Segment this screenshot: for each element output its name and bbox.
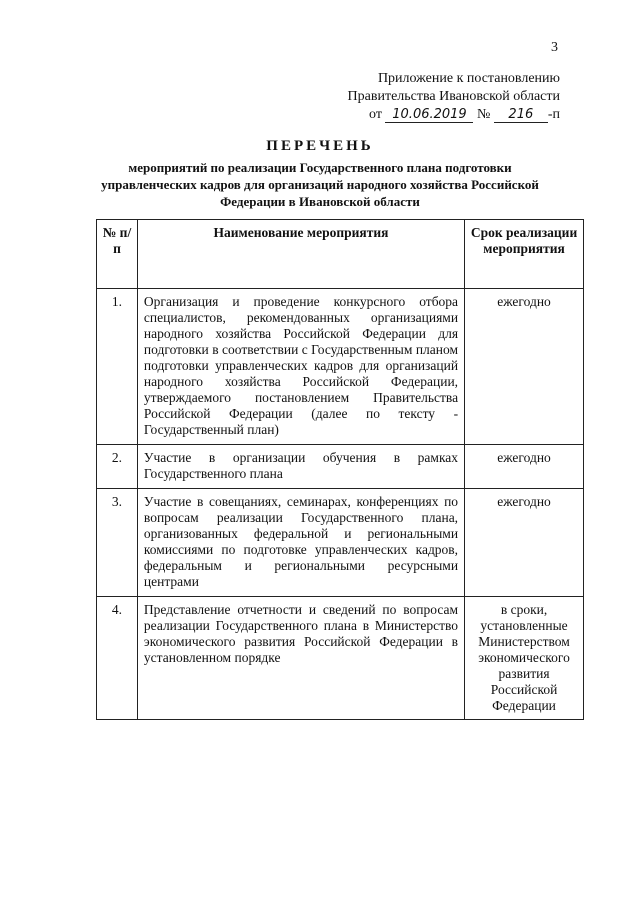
appendix-block [340, 70, 560, 124]
table-row [97, 289, 584, 445]
header-number: № п/п [97, 220, 138, 289]
measures-table [96, 219, 584, 720]
row-name: Участие в совещаниях, семинарах, конференциях по вопросам реализации Государственного плана, организованных федеральной и региональными комиссиями по подготовке управленческих кадров, федеральным и региональными ресурсными центрами [137, 489, 464, 597]
row-term: ежегодно [465, 489, 584, 597]
appendix-line-2: Правительства Ивановской области [347, 89, 560, 104]
row-name: Организация и проведение конкурсного отбора специалистов, рекомендованных организациями народного хозяйства Российской Федерации для подготовки в соответствии с Государственным планом подготовки управленческих кадров для организаций народного хозяйства Российской Федерации, утверждаемого постановлением Правительства Российской Федерации (далее по тексту - Государственный план) [137, 289, 464, 445]
number-suffix: -п [547, 107, 560, 122]
row-name: Представление отчетности и сведений по вопросам реализации Государственного плана в Министерство экономического развития Российской Федерации в установленном порядке [137, 597, 464, 720]
appendix-date-line [340, 106, 560, 124]
handwritten-number: 216 [494, 108, 548, 123]
appendix-line-1: Приложение к постановлению [377, 71, 560, 86]
row-number: 1. [97, 289, 138, 445]
row-number: 2. [97, 445, 138, 489]
row-number: 4. [97, 597, 138, 720]
table-row [97, 597, 584, 720]
handwritten-date: 10.06.2019 [385, 108, 473, 123]
document-subtitle: мероприятий по реализации Государственного плана подготовки управленческих кадров для организаций народного хозяйства Российской Федерации в Ивановской области [101, 160, 539, 209]
header-term: Срок реализации мероприятия [465, 220, 584, 289]
date-prefix: от [369, 107, 382, 122]
table-row [97, 489, 584, 597]
number-prefix: № [476, 107, 491, 122]
page-number: 3 [551, 40, 558, 55]
row-name: Участие в организации обучения в рамках Государственного плана [137, 445, 464, 489]
row-term: ежегодно [465, 445, 584, 489]
document-heading [100, 138, 540, 210]
row-number: 3. [97, 489, 138, 597]
document-title: ПЕРЕЧЕНЬ [266, 138, 374, 154]
row-term: ежегодно [465, 289, 584, 445]
header-name: Наименование мероприятия [137, 220, 464, 289]
table-header-row [97, 220, 584, 289]
table-row [97, 445, 584, 489]
row-term: в сроки, установленные Министерством экономического развития Российской Федерации [465, 597, 584, 720]
